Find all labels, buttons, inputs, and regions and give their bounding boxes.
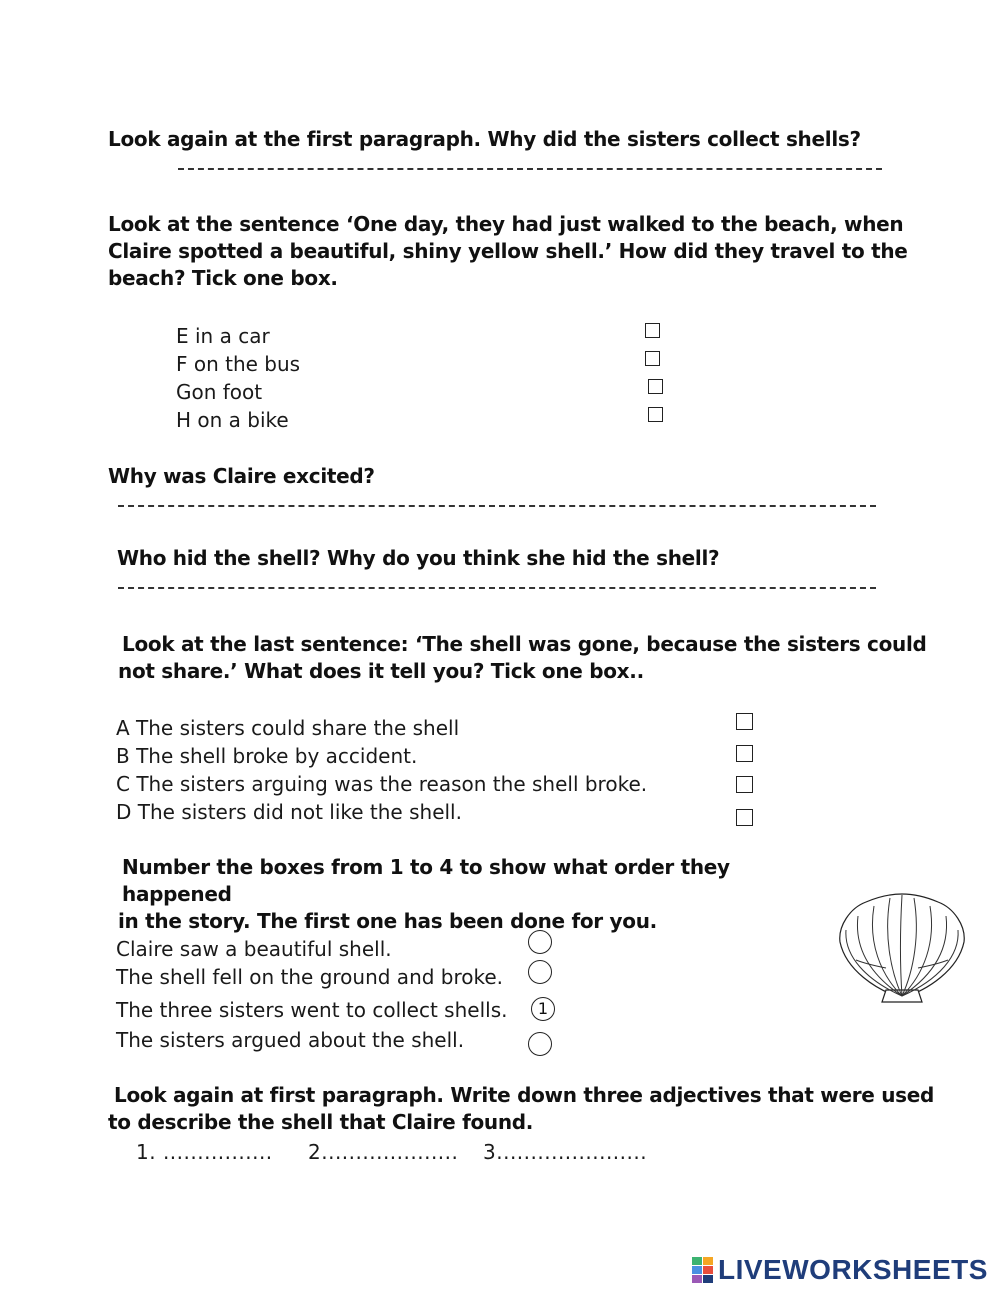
question-5-line-2: not share.’ What does it tell you? Tick one box.. [118,659,644,683]
question-2-line-2: Claire spotted a beautiful, shiny yellow shell.’ How did they travel to the [108,239,908,263]
answer-line-4[interactable] [118,587,876,589]
question-5-line-1: Look at the last sentence: ‘The shell was gone, because the sisters could [122,632,927,656]
checkbox-h[interactable] [648,407,663,422]
option-h: H on a bike [176,408,289,432]
liveworksheets-logo [692,1254,988,1286]
checkbox-f[interactable] [645,351,660,366]
question-7-text [108,1082,988,1136]
option-e: E in a car [176,324,270,348]
brand-name: LIVEWORKSHEETS [718,1254,988,1285]
option-d: D The sisters did not like the shell. [116,800,462,824]
checkbox-g[interactable] [648,379,663,394]
checkbox-c[interactable] [736,776,753,793]
checkbox-e[interactable] [645,323,660,338]
question-6-line-2: in the story. The first one has been done for you. [118,909,657,933]
shell-illustration [836,890,968,1006]
question-5-text [118,631,988,685]
question-2-line-3: beach? Tick one box. [108,266,338,290]
answer-line-1[interactable] [178,168,882,170]
checkbox-d[interactable] [736,809,753,826]
question-2-text [108,211,988,292]
order-circle-4[interactable] [528,1032,552,1056]
liveworksheets-logo-icon [692,1257,714,1283]
question-1-text: Look again at the first paragraph. Why did the sisters collect shells? [108,127,861,151]
event-4: The sisters argued about the shell. [116,1028,465,1052]
option-c: C The sisters arguing was the reason the shell broke. [116,772,648,796]
event-1: Claire saw a beautiful shell. [116,937,392,961]
option-b: B The shell broke by accident. [116,744,418,768]
question-4-text: Who hid the shell? Why do you think she hid the shell? [117,546,720,570]
order-circle-2[interactable] [528,960,552,984]
option-g: Gon foot [176,380,263,404]
question-2-line-1: Look at the sentence ‘One day, they had just walked to the beach, when [108,212,904,236]
order-number-filled: 1 [537,999,549,1018]
adjective-blank-1[interactable]: 1. ................ [136,1140,273,1164]
option-f: F on the bus [176,352,301,376]
checkbox-b[interactable] [736,745,753,762]
option-a: A The sisters could share the shell [116,716,460,740]
adjective-blank-3[interactable]: 3...................... [483,1140,648,1164]
event-3: The three sisters went to collect shells. [116,998,508,1022]
question-7-line-1: Look again at first paragraph. Write down three adjectives that were used [114,1083,935,1107]
answer-line-3[interactable] [118,505,876,507]
question-6-text [118,854,838,935]
order-circle-3[interactable] [531,997,555,1021]
question-7-line-2: to describe the shell that Claire found. [108,1110,534,1134]
event-2: The shell fell on the ground and broke. [116,965,504,989]
checkbox-a[interactable] [736,713,753,730]
question-6-line-1: Number the boxes from 1 to 4 to show what order they happened [122,855,730,906]
adjective-blank-2[interactable]: 2.................... [308,1140,459,1164]
question-3-text: Why was Claire excited? [108,464,375,488]
order-circle-1[interactable] [528,930,552,954]
